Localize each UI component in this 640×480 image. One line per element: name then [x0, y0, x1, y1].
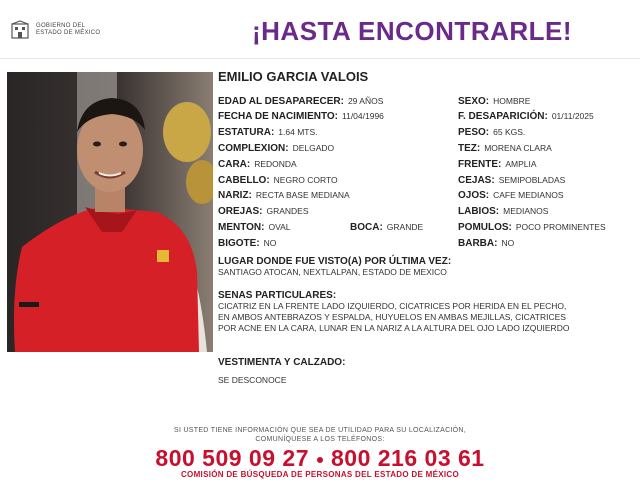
field-label: SEXO: — [458, 96, 490, 107]
headline: ¡HASTA ENCONTRARLE! — [252, 16, 573, 46]
marks-line-1: CICATRIZ EN LA FRENTE LADO IZQUIERDO, CICATRICES POR HERIDA EN EL PECHO, — [218, 301, 567, 311]
field-complexion — [218, 143, 334, 154]
field-label: FRENTE: — [458, 159, 502, 170]
field-value: 11/04/1996 — [342, 111, 384, 121]
field-value: DELGADO — [292, 143, 335, 153]
header-divider — [0, 58, 640, 59]
clothing-value: SE DESCONOCE — [218, 375, 287, 385]
phone-number-2[interactable]: 800 216 03 61 — [331, 445, 485, 471]
field-tez — [458, 143, 552, 154]
field-label: LABIOS: — [458, 206, 500, 217]
field-pomulos — [458, 222, 606, 233]
last-seen-value: SANTIAGO ATOCAN, NEXTLALPAN, ESTADO DE MEXICO — [218, 267, 447, 277]
field-value: CAFE MEDIANOS — [493, 190, 564, 200]
field-label: CARA: — [218, 159, 251, 170]
field-orejas — [218, 206, 309, 217]
field-value: AMPLIA — [505, 159, 537, 169]
field-label: OJOS: — [458, 190, 490, 201]
field-label: CABELLO: — [218, 175, 270, 186]
field-labios — [458, 206, 548, 217]
phone-number-1[interactable]: 800 509 09 27 — [155, 445, 309, 471]
field-label: ESTATURA: — [218, 127, 275, 138]
field-label: BARBA: — [458, 238, 498, 249]
field-cejas — [458, 175, 565, 186]
separator-dot — [317, 457, 323, 463]
field-label: COMPLEXION: — [218, 143, 289, 154]
field-cabello — [218, 175, 338, 186]
field-value: NO — [263, 238, 277, 248]
clothing-label: VESTIMENTA Y CALZADO: — [218, 357, 346, 368]
footer-note-line-2: COMUNÍQUESE A LOS TELÉFONOS: — [255, 436, 385, 443]
field-value: SEMIPOBLADAS — [498, 175, 566, 185]
field-label: FECHA DE NACIMIENTO: — [218, 111, 338, 122]
field-frente — [458, 159, 537, 170]
field-value: 01/11/2025 — [551, 111, 594, 121]
person-name: EMILIO GARCIA VALOIS — [218, 69, 369, 84]
field-label: TEZ: — [458, 143, 481, 154]
field-value: POCO PROMINENTES — [515, 222, 606, 232]
marks-line-3: POR ACNE EN LA CARA, LUNAR EN LA NARIZ A LA ALTURA DEL OJO LADO IZQUIERDO — [218, 323, 570, 333]
field-fecha-nacimiento — [218, 111, 384, 122]
field-value: 1.64 MTS. — [278, 127, 318, 137]
commission-name: COMISIÓN DE BÚSQUEDA DE PERSONAS DEL ESTADO DE MÉXICO — [180, 470, 459, 479]
field-value: NEGRO CORTO — [273, 175, 338, 185]
field-fecha-desaparicion — [458, 111, 594, 122]
field-bigote — [218, 238, 276, 249]
field-label: POMULOS: — [458, 222, 512, 233]
field-label: BIGOTE: — [218, 238, 260, 249]
field-value: GRANDE — [386, 222, 424, 232]
field-sexo — [458, 96, 530, 107]
field-label: F. DESAPARICIÓN: — [458, 111, 548, 122]
logo-line-1: GOBIERNO DEL — [36, 23, 86, 29]
field-label: CEJAS: — [458, 175, 495, 186]
field-label: MENTON: — [218, 222, 265, 233]
field-cara — [218, 159, 297, 170]
marks-label: SENAS PARTICULARES: — [218, 290, 337, 301]
person-illustration — [7, 72, 213, 352]
logo-line-2: ESTADO DE MÉXICO — [36, 30, 101, 36]
field-value: OVAL — [268, 222, 291, 232]
field-boca — [350, 222, 423, 233]
marks-line-2: EN AMBOS ANTEBRAZOS Y ESPALDA, HUYUELOS EN AMBAS MEJILLAS, CICATRICES — [218, 312, 566, 322]
field-estatura — [218, 127, 318, 138]
footer-note-line-1: SI USTED TIENE INFORMACIÓN QUE SEA DE UTILIDAD PARA SU LOCALIZACIÓN, — [173, 427, 467, 434]
field-label: OREJAS: — [218, 206, 263, 217]
field-value: MORENA CLARA — [484, 143, 552, 153]
phone-numbers — [0, 445, 640, 472]
field-label: PESO: — [458, 127, 490, 138]
field-edad — [218, 96, 383, 107]
field-value: REDONDA — [254, 159, 297, 169]
field-label: EDAD AL DESAPARECER: — [218, 96, 344, 107]
missing-person-photo — [7, 72, 213, 352]
state-government-emblem-icon — [10, 20, 30, 40]
field-value: 29 AÑOS — [347, 96, 384, 106]
field-barba — [458, 238, 514, 249]
field-value: GRANDES — [266, 206, 309, 216]
field-menton — [218, 222, 291, 233]
field-ojos — [458, 190, 564, 201]
field-value: 65 KGS. — [493, 127, 526, 137]
field-value: RECTA BASE MEDIANA — [255, 190, 350, 200]
field-peso — [458, 127, 525, 138]
field-nariz — [218, 190, 350, 201]
field-value: HOMBRE — [493, 96, 531, 106]
last-seen-label: LUGAR DONDE FUE VISTO(A) POR ÚLTIMA VEZ: — [218, 256, 452, 267]
field-label: NARIZ: — [218, 190, 252, 201]
field-label: BOCA: — [350, 222, 383, 233]
government-logo — [10, 20, 100, 40]
logo-text — [36, 23, 100, 37]
field-value: MEDIANOS — [503, 206, 549, 216]
field-value: NO — [501, 238, 515, 248]
